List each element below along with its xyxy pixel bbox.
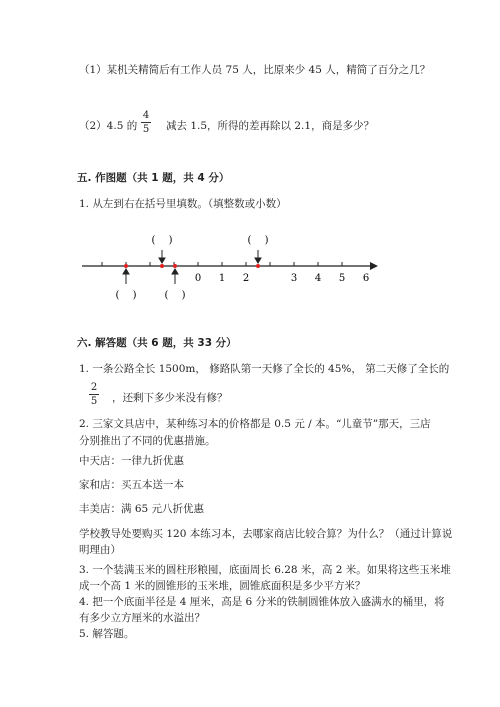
tick-label-6: 6 [362,273,370,284]
section-6-q4-line1: 4. 把一个底面半径是 4 厘米，高是 6 分米的铁制圆锥体放入盛满水的桶里，将 [79,596,445,608]
fraction-denominator: 5 [142,124,150,135]
section-6-title: 六. 解答题（共 6 题，共 33 分） [77,337,237,349]
section-6-q1-line2: ，还剩下多少米没有修？ [112,392,228,404]
section-6-q2-line3: 学校教导处要购买 120 本练习本，去哪家商店比较合算？为什么？（通过计算说 [79,528,453,540]
section-6-q1-line1: 1. 一条公路全长 1500m， 修路队第一天修了全长的 45%， 第二天修了全长的 [79,363,450,375]
point-marker-4 [256,264,260,268]
problem-2-suffix: 减去 1.5，所得的差再除以 2.1，商是多少？ [166,120,375,132]
section-6-q3-line2: 成一个高 1 米的圆锥形的玉米堆，圆锥底面积是多少平方米？ [79,580,366,592]
store-option-1: 中天店：一律九折优惠 [79,455,184,467]
answer-paren-top-1: ( ) [151,235,173,246]
fraction-bar [141,122,151,123]
tick-label-5: 5 [338,273,346,284]
section-6-q2-line4: 明理由） [79,544,121,556]
fraction-denominator: 5 [90,396,98,407]
store-option-3: 丰美店：满 65 元八折优惠 [79,503,205,515]
arrows-down [159,250,261,263]
number-line-ticks [102,262,342,266]
tick-label-2: 2 [242,273,250,284]
store-option-2: 家和店：买五本送一本 [79,479,184,491]
point-marker-2 [160,264,164,268]
section-6-q4-line2: 有多少立方厘米的水溢出？ [79,612,205,624]
section-6-q3-line1: 3. 一个装满玉米的圆柱形粮囤，底面周长 6.28 米，高 2 米。如果将这些玉米堆 [79,564,451,576]
tick-label-0: 0 [194,273,202,284]
point-marker-3 [173,264,177,268]
section-6-q2-line1: 2. 三家文具店中，某种练习本的价格都是 0.5 元 / 本。“儿童节”那天，三店 [79,418,431,430]
section-5-question-1: 1. 从左到右在括号里填数。（填整数或小数） [79,198,287,210]
tick-label-1: 1 [218,273,226,284]
tick-label-3: 3 [290,273,298,284]
section-6-q1-fraction [89,382,99,407]
problem-2-prefix: （2）4.5 的 [79,120,138,132]
answer-paren-top-2: ( ) [247,235,269,246]
arrows-up [123,269,178,284]
answer-paren-bottom-1: ( ) [115,290,137,301]
fraction-numerator: 4 [142,110,150,121]
number-line-arrowhead [370,262,378,270]
point-marker-1 [124,264,128,268]
section-5-title: 五. 作图题（共 1 题，共 4 分） [77,172,230,184]
number-line-figure [70,228,390,308]
answer-paren-bottom-2: ( ) [164,290,186,301]
fraction-bar [89,394,99,395]
problem-1-text: （1）某机关精简后有工作人员 75 人，比原来少 45 人，精简了百分之几？ [79,64,431,76]
tick-label-4: 4 [314,273,322,284]
fraction-numerator: 2 [90,382,98,393]
section-6-q5: 5. 解答题。 [79,628,135,640]
section-6-q2-line2: 分别推出了不同的优惠措施。 [79,435,216,447]
problem-2-fraction [141,110,151,135]
